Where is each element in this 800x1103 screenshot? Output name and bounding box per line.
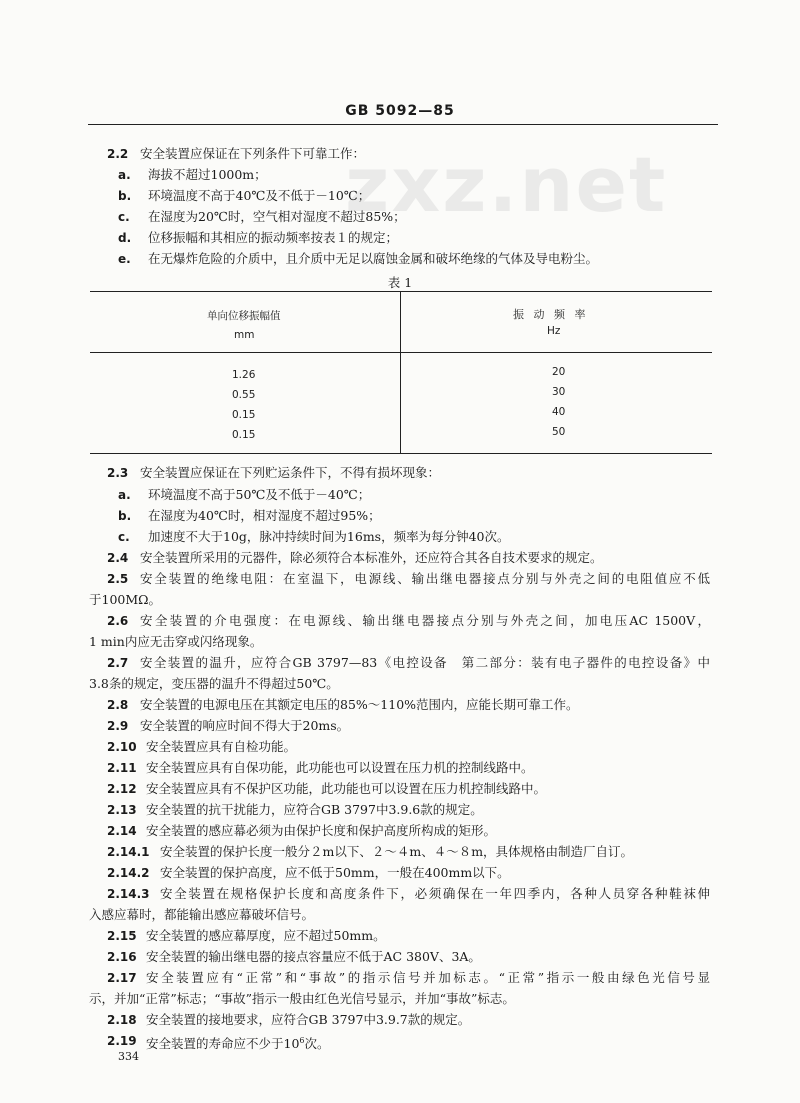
table-col2-header: 振 动 频 率 [513, 308, 589, 321]
clause-number: 2.11 [107, 761, 137, 775]
clause-number: 2.8 [107, 698, 129, 712]
clause-text [146, 1032, 330, 1053]
clause-text: 安全装置的介电强度：在电源线、输出继电器接点分别与外壳之间，加电压AC 1500V， [140, 613, 710, 628]
item-text: 海拔不超过1000m； [148, 167, 267, 182]
item-text: 环境温度不高于40℃及不低于－10℃； [148, 188, 371, 203]
clause-text: 安全装置应保证在下列条件下可靠工作： [140, 146, 366, 161]
clause-text: 3.8条的规定，变压器的温升不得超过50℃。 [89, 676, 339, 691]
clause-number: 2.16 [107, 950, 137, 964]
clause-number: 2.12 [107, 782, 137, 796]
table-col2-unit: Hz [547, 325, 561, 337]
clause-text: 安全装置的抗干扰能力，应符合GB 3797中3.9.6款的规定。 [146, 802, 483, 817]
clause-number: 2.10 [107, 740, 137, 754]
table-caption: 表 1 [387, 275, 413, 290]
clause-text: 安全装置在规格保护长度和高度条件下，必须确保在一年四季内，各种人员穿各种鞋袜伸 [160, 886, 710, 901]
clause-number: 2.15 [107, 929, 137, 943]
clause-number: 2.4 [107, 551, 129, 565]
clause-number: 2.3 [107, 466, 129, 480]
clause-text: 安全装置的温升，应符合GB 3797—83《电控设备 第二部分：装有电子器件的电控设备》中 [140, 655, 710, 670]
clause-text: 示，并加“正常”标志；“事故”指示一般由红色光信号显示，并加“事故”标志。 [89, 991, 515, 1006]
table-header-rule [90, 352, 712, 353]
table-bottom-rule [90, 453, 712, 454]
clause-text: 安全装置应有“正常”和“事故”的指示信号并加标志。“正常”指示一般由绿色光信号显 [146, 970, 710, 985]
table-cell-frequency: 50 [552, 426, 566, 438]
clause-text: 入感应幕时，都能输出感应幕破坏信号。 [89, 907, 315, 922]
item-label: b. [118, 509, 132, 523]
clause-text: 安全装置应具有自保功能，此功能也可以设置在压力机的控制线路中。 [146, 760, 534, 775]
clause-text-main: 安全装置的寿命应不少于10 [146, 1036, 300, 1052]
clause-text: 安全装置的响应时间不得大于20ms。 [140, 718, 350, 733]
table-cell-amplitude: 0.15 [232, 409, 256, 421]
clause-text: 1 min内应无击穿或闪络现象。 [89, 634, 263, 649]
clause-number: 2.6 [107, 614, 129, 628]
item-label: a. [118, 168, 131, 182]
table-cell-frequency: 40 [552, 406, 566, 418]
item-label: c. [118, 210, 130, 224]
item-label: b. [118, 189, 132, 203]
clause-text: 安全装置的保护长度一般分２m以下、２～４m、４～８m，具体规格由制造厂自订。 [160, 844, 634, 859]
watermark: zxz.net [345, 140, 668, 229]
table-col1-unit: mm [234, 329, 255, 341]
clause-number: 2.9 [107, 719, 129, 733]
clause-number: 2.5 [107, 572, 129, 586]
clause-text: 安全装置应具有不保护区功能，此功能也可以设置在压力机控制线路中。 [146, 781, 547, 796]
clause-text: 安全装置所采用的元器件，除必须符合本标准外，还应符合其各自技术要求的规定。 [140, 550, 603, 565]
item-text: 位移振幅和其相应的振动频率按表１的规定； [148, 230, 399, 245]
item-label: c. [118, 530, 130, 544]
clause-number: 2.13 [107, 803, 137, 817]
clause-number: 2.18 [107, 1013, 137, 1027]
table-cell-frequency: 30 [552, 386, 566, 398]
clause-text-tail: 次。 [304, 1036, 330, 1052]
clause-text: 安全装置的电源电压在其额定电压的85%～110%范围内，应能长期可靠工作。 [140, 697, 579, 712]
superscript-exponent: 6 [299, 1036, 305, 1045]
clause-number: 2.2 [107, 147, 129, 161]
clause-text: 安全装置的输出继电器的接点容量应不低于AC 380V、3A。 [146, 949, 481, 964]
item-text: 加速度不大于10g，脉冲持续时间为16ms，频率为每分钟40次。 [148, 529, 510, 544]
header-rule [88, 124, 718, 125]
item-label: e. [118, 252, 131, 266]
clause-text: 安全装置的感应幕厚度，应不超过50mm。 [146, 928, 386, 943]
clause-text: 安全装置的接地要求，应符合GB 3797中3.9.7款的规定。 [146, 1012, 471, 1027]
clause-number: 2.14.1 [107, 845, 150, 859]
page-header: GB 5092—85 [345, 103, 455, 119]
clause-text: 安全装置的保护高度，应不低于50mm，一般在400mm以下。 [160, 865, 510, 880]
item-text: 在无爆炸危险的介质中，且介质中无足以腐蚀金属和破坏绝缘的气体及导电粉尘。 [148, 251, 599, 266]
clause-number: 2.19 [107, 1034, 137, 1048]
clause-text: 安全装置的感应幕必须为由保护长度和保护高度所构成的矩形。 [146, 823, 497, 838]
table-cell-frequency: 20 [552, 366, 566, 378]
item-label: d. [118, 231, 132, 245]
table-cell-amplitude: 0.55 [232, 389, 256, 401]
item-text: 在湿度为20℃时，空气相对湿度不超过85%； [148, 209, 406, 224]
clause-text: 安全装置的绝缘电阻：在室温下，电源线、输出继电器接点分别与外壳之间的电阻值应不低 [140, 571, 710, 586]
table-cell-amplitude: 0.15 [232, 429, 256, 441]
item-label: a. [118, 488, 131, 502]
table-column-divider [400, 291, 401, 453]
clause-number: 2.14 [107, 824, 137, 838]
clause-text: 安全装置应保证在下列贮运条件下，不得有损坏现象： [140, 465, 441, 480]
clause-number: 2.7 [107, 656, 129, 670]
table-col1-header: 单向位移振幅值 [207, 310, 281, 322]
item-text: 在湿度为40℃时，相对湿度不超过95%； [148, 508, 381, 523]
clause-text: 于100MΩ。 [89, 592, 162, 607]
table-top-rule [90, 291, 712, 292]
item-text: 环境温度不高于50℃及不低于－40℃； [148, 487, 371, 502]
clause-number: 2.14.2 [107, 866, 150, 880]
table-cell-amplitude: 1.26 [232, 369, 256, 381]
clause-text: 安全装置应具有自检功能。 [146, 739, 297, 754]
clause-number: 2.14.3 [107, 887, 150, 901]
clause-number: 2.17 [107, 971, 137, 985]
page-number: 334 [118, 1050, 139, 1063]
